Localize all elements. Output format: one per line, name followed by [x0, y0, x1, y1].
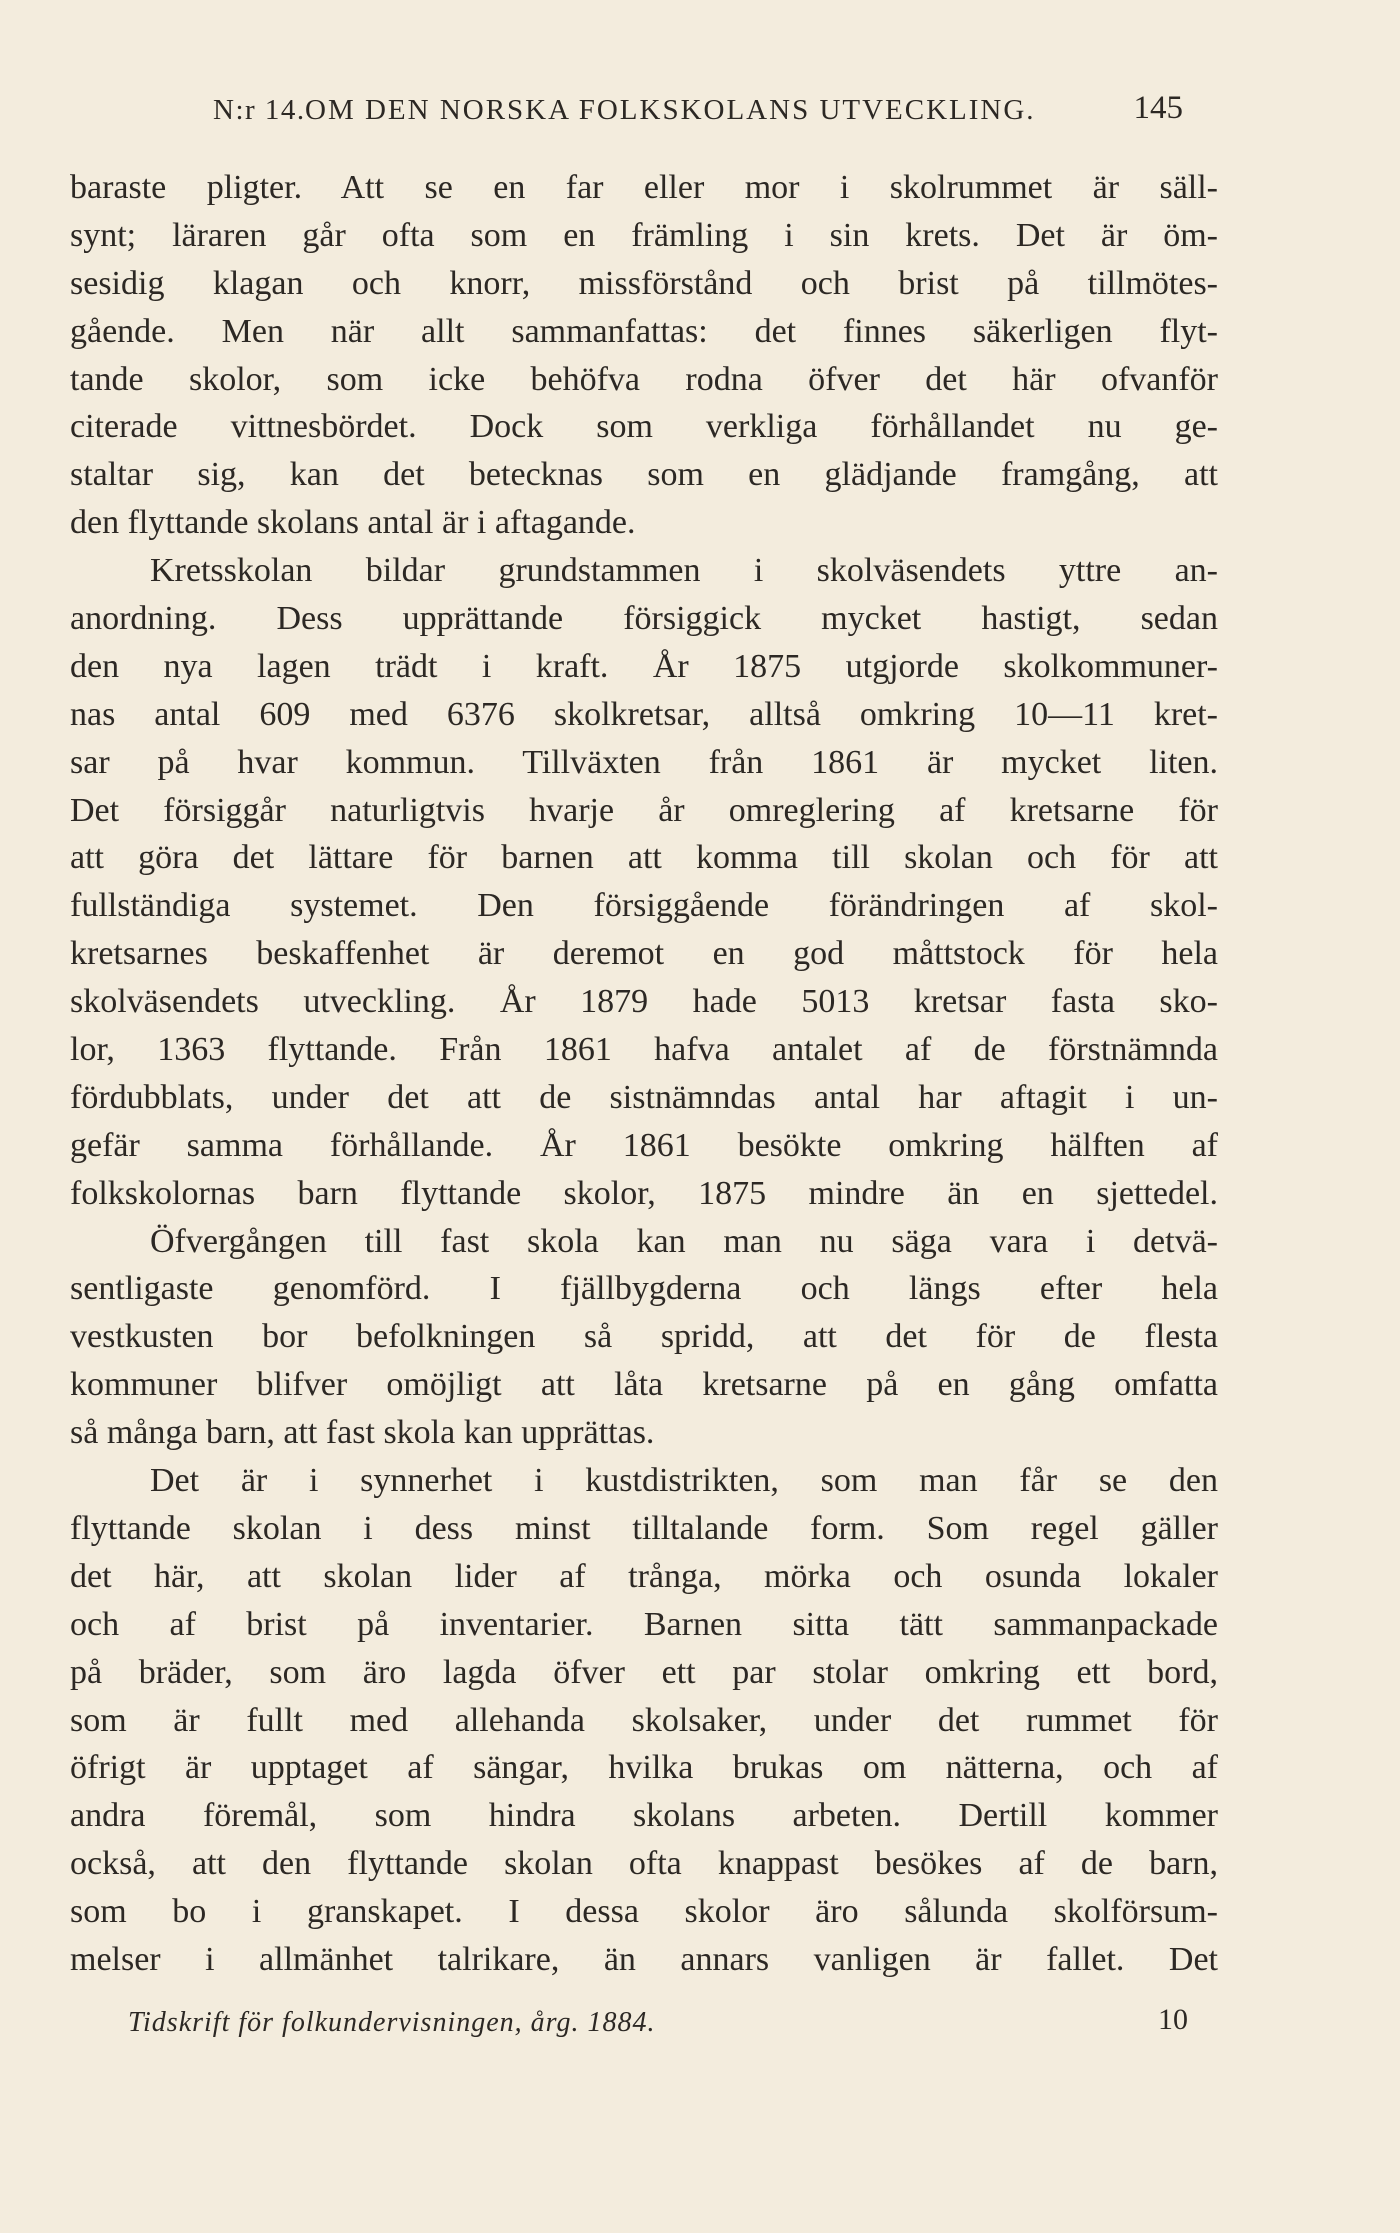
text-line: sentligaste genomförd. I fjällbygderna och längs efter hela [70, 1270, 1218, 1308]
text-line: att göra det lättare för barnen att komma till skolan och för att [70, 839, 1218, 877]
text-line: gående. Men när allt sammanfattas: det finnes säkerligen flyt- [70, 312, 1218, 350]
text-line: flyttande skolan i dess minst tilltalande form. Som regel gäller [70, 1509, 1218, 1547]
text-line: synt; läraren går ofta som en främling i sin krets. Det är öm- [70, 216, 1218, 254]
text-line: Öfvergången till fast skola kan man nu säga vara i detvä- [150, 1222, 1218, 1260]
text-line: också, att den flyttande skolan ofta knappast besökes af de barn, [70, 1845, 1218, 1883]
text-line: kretsarnes beskaffenhet är deremot en god måttstock för hela [70, 935, 1218, 973]
text-line: melser i allmänhet talrikare, än annars vanligen är fallet. Det [70, 1940, 1218, 1978]
text-line: fördubblats, under det att de sistnämndas antal har aftagit i un- [70, 1078, 1218, 1116]
text-line: lor, 1363 flyttande. Från 1861 hafva antalet af de förstnämnda [70, 1031, 1218, 1069]
running-header [213, 90, 1183, 134]
text-line: det här, att skolan lider af trånga, mörka och osunda lokaler [70, 1557, 1218, 1595]
text-line: så många barn, att fast skola kan upprättas. [70, 1414, 655, 1452]
text-line: och af brist på inventarier. Barnen sitta tätt sammanpackade [70, 1605, 1218, 1643]
text-line: Det är i synnerhet i kustdistrikten, som man får se den [150, 1462, 1218, 1500]
text-line: skolväsendets utveckling. År 1879 hade 5013 kretsar fasta sko- [70, 983, 1218, 1021]
text-line: sar på hvar kommun. Tillväxten från 1861 är mycket liten. [70, 743, 1218, 781]
text-line: andra föremål, som hindra skolans arbeten. Dertill kommer [70, 1797, 1218, 1835]
text-line: citerade vittnesbördet. Dock som verkliga förhållandet nu ge- [70, 408, 1218, 446]
text-line: som är fullt med allehanda skolsaker, under det rummet för [70, 1701, 1218, 1739]
header-title: OM DEN NORSKA FOLKSKOLANS UTVECKLING. [305, 94, 1036, 126]
text-line: sesidig klagan och knorr, missförstånd och brist på tillmötes- [70, 264, 1218, 302]
text-line: på bräder, som äro lagda öfver ett par stolar omkring ett bord, [70, 1653, 1218, 1691]
text-line: nas antal 609 med 6376 skolkretsar, alltså omkring 10—11 kret- [70, 695, 1218, 733]
text-line: fullständiga systemet. Den försiggående förändringen af skol- [70, 887, 1218, 925]
text-line: gefär samma förhållande. År 1861 besökte omkring hälften af [70, 1126, 1218, 1164]
text-line: folkskolornas barn flyttande skolor, 1875 mindre än en sjettedel. [70, 1174, 1218, 1212]
page-number: 145 [1133, 90, 1183, 126]
text-line: den flyttande skolans antal är i aftagande. [70, 504, 636, 542]
text-line: Det försiggår naturligtvis hvarje år omreglering af kretsarne för [70, 791, 1218, 829]
body-text [70, 164, 1218, 1984]
text-line: den nya lagen trädt i kraft. År 1875 utgjorde skolkommuner- [70, 647, 1218, 685]
footer-journal-title: Tidskrift för folkundervisningen, årg. 1884. [128, 2007, 656, 2038]
text-line: vestkusten bor befolkningen så spridd, att det för de flesta [70, 1318, 1218, 1356]
text-line: baraste pligter. Att se en far eller mor i skolrummet är säll- [70, 169, 1218, 206]
footer-signature-mark: 10 [1158, 2003, 1188, 2036]
page-footer [128, 2003, 1188, 2047]
header-issue-number: N:r 14. [213, 94, 306, 126]
text-line: som bo i granskapet. I dessa skolor äro sålunda skolförsum- [70, 1893, 1218, 1931]
text-line: tande skolor, som icke behöfva rodna öfver det här ofvanför [70, 360, 1218, 398]
text-line: öfrigt är upptaget af sängar, hvilka brukas om nätterna, och af [70, 1749, 1218, 1787]
text-line: kommuner blifver omöjligt att låta kretsarne på en gång omfatta [70, 1366, 1218, 1404]
text-line: staltar sig, kan det betecknas som en glädjande framgång, att [70, 456, 1218, 494]
text-line: Kretsskolan bildar grundstammen i skolväsendets yttre an- [150, 552, 1218, 590]
text-line: anordning. Dess upprättande försiggick mycket hastigt, sedan [70, 600, 1218, 638]
